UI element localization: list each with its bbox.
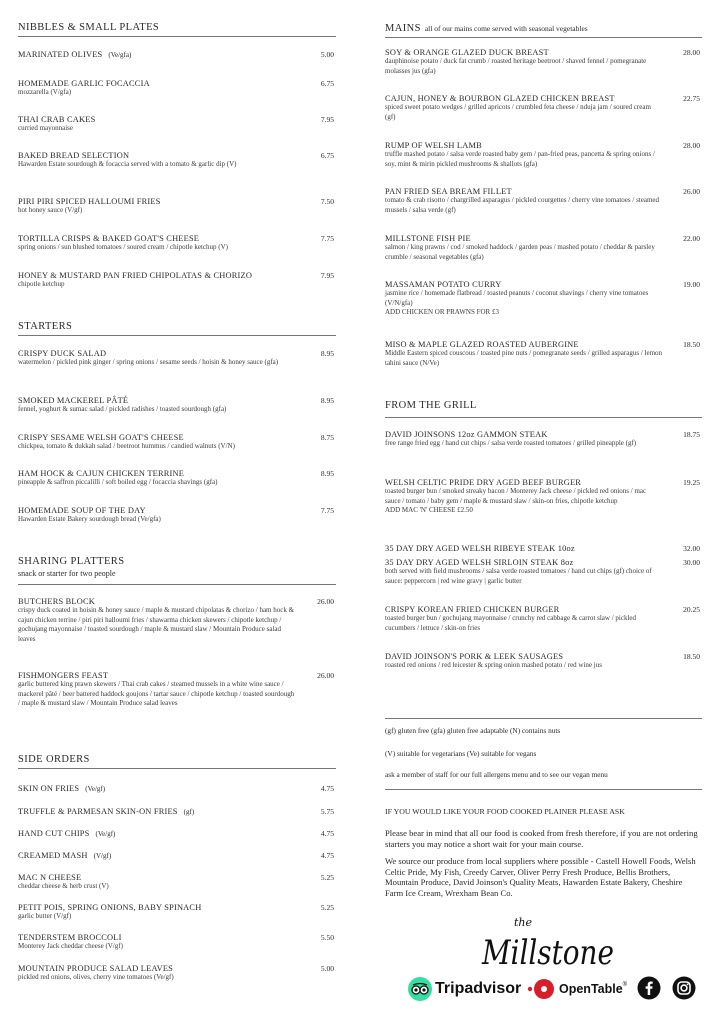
item-price: 8.95 xyxy=(320,396,334,405)
menu-item xyxy=(385,48,702,76)
item-title: HAM HOCK & CAJUN CHICKEN TERRINE xyxy=(18,469,185,478)
item-price: 26.00 xyxy=(317,671,334,680)
menu-item xyxy=(385,430,702,449)
item-title: CRISPY SESAME WELSH GOAT'S CHEESE xyxy=(18,433,184,442)
item-description: chickpea, tomato & dukkah salad / beetroot hummus / candied walnuts (V/N) xyxy=(18,442,235,450)
item-price: 19.25 xyxy=(683,478,700,487)
item-name xyxy=(18,151,336,160)
tripadvisor-icon xyxy=(408,977,432,1001)
item-title: CRISPY KOREAN FRIED CHICKEN BURGER xyxy=(385,605,560,614)
item-name xyxy=(385,652,702,661)
item-name xyxy=(385,478,702,487)
item-name xyxy=(18,671,336,680)
item-title: HONEY & MUSTARD PAN FRIED CHIPOLATAS & CHORIZO xyxy=(18,271,253,280)
menu-item xyxy=(18,396,336,415)
item-title: FISHMONGERS FEAST xyxy=(18,671,109,680)
menu-item xyxy=(18,597,336,644)
item-description: toasted burger bun / gochujang mayonnaise / crunchy red cabbage & carrot slaw / pickled cucumbers / lettuce / skin-on fries xyxy=(385,614,637,632)
item-price: 22.75 xyxy=(683,94,700,103)
item-title: PIRI PIRI SPICED HALLOUMI FRIES xyxy=(18,197,161,206)
item-diet-tag: (gf) xyxy=(183,808,195,816)
item-description: salmon / king prawns / cod / smoked haddock / garden peas / mashed potato / cheddar & parsley crumble / seasonal vegetables (gfa) xyxy=(385,243,655,261)
allergen-legend-2: (V) suitable for vegetarians (Ve) suitable for vegans xyxy=(385,749,537,758)
item-title: SMOKED MACKEREL PÂTÉ xyxy=(18,396,129,405)
menu-item xyxy=(385,544,702,553)
item-name xyxy=(18,396,336,405)
item-description: garlic buttered king prawn skewers / Thai crab cakes / steamed mussels in a white wine sauce / mackerel pâté / beer battered haddock goujons / tartar sauce / chipotle ketchup / toasted sourdough / maple & mustard slaw / Mountain Produce salad leaves xyxy=(18,680,295,708)
menu-item xyxy=(18,873,336,892)
item-description: garlic butter (V/gf) xyxy=(18,912,72,920)
menu-item xyxy=(18,50,336,59)
item-price: 4.75 xyxy=(320,851,334,860)
allergen-note: ask a member of staff for our full allergens menu and to see our vegan menu xyxy=(385,770,608,779)
item-price: 32.00 xyxy=(683,544,700,553)
item-name xyxy=(18,964,336,973)
item-title: WELSH CELTIC PRIDE DRY AGED BEEF BURGER xyxy=(385,478,582,487)
logo-graphic xyxy=(478,912,618,978)
millstone-logo xyxy=(478,912,618,978)
item-price: 18.50 xyxy=(683,340,700,349)
item-description: pickled red onions, olives, cherry vine tomatoes (Ve/gf) xyxy=(18,973,174,981)
item-title: THAI CRAB CAKES xyxy=(18,115,96,124)
sharing-section xyxy=(18,556,336,585)
item-description: Hawarden Estate Bakery sourdough bread (Ve/gfa) xyxy=(18,515,161,523)
item-diet-tag: (V/gf) xyxy=(93,852,112,860)
fresh-note: Please bear in mind that all our food is cooked from fresh therefore, if you are not ordering starters you may notice a short wait for your main course. xyxy=(385,828,698,849)
opentable-registered-mark: ® xyxy=(622,982,628,988)
item-title: CRISPY DUCK SALAD xyxy=(18,349,107,358)
item-title: DAVID JOINSON'S PORK & LEEK SAUSAGES xyxy=(385,652,564,661)
item-name xyxy=(18,784,336,793)
item-price: 7.95 xyxy=(320,115,334,124)
item-description: spring onions / sun blushed tomatoes / soured cream / chipotle ketchup (V) xyxy=(18,243,228,251)
item-title: MOUNTAIN PRODUCE SALAD LEAVES xyxy=(18,964,174,973)
item-title: HAND CUT CHIPS xyxy=(18,829,90,838)
item-price: 26.00 xyxy=(683,187,700,196)
divider xyxy=(385,789,702,790)
item-price: 5.25 xyxy=(320,903,334,912)
mains-section xyxy=(385,23,702,38)
menu-item xyxy=(385,478,702,516)
item-name xyxy=(18,597,336,606)
section-title xyxy=(385,23,702,34)
item-title: DAVID JOINSONS 12oz GAMMON STEAK xyxy=(385,430,548,439)
item-title: TRUFFLE & PARMESAN SKIN-ON FRIES xyxy=(18,807,178,816)
item-price: 28.00 xyxy=(683,48,700,57)
menu-item xyxy=(18,151,336,170)
menu-item xyxy=(385,234,702,262)
item-name xyxy=(18,271,336,280)
item-description: pineapple & saffron piccalilli / soft boiled egg / focaccia shavings (gfa) xyxy=(18,478,218,486)
item-description: toasted burger bun / smoked streaky bacon / Monterey Jack cheese / pickled red onions / mac sauce / tomato / baby gem / maple & mustard slaw / skin-on fries, chipotle ketchup xyxy=(385,487,647,505)
item-title: TORTILLA CRISPS & BAKED GOAT'S CHEESE xyxy=(18,234,200,243)
item-title: MAC N CHEESE xyxy=(18,873,82,882)
item-title: RUMP OF WELSH LAMB xyxy=(385,141,482,150)
divider xyxy=(385,718,702,719)
divider xyxy=(18,335,336,336)
item-description: tomato & crab risotto / chargrilled asparagus / pickled courgettes / cherry vine tomatoes / steamed mussels / salsa verde (gf) xyxy=(385,196,660,214)
divider xyxy=(385,417,702,418)
item-title: 35 DAY DRY AGED WELSH SIRLOIN STEAK 8oz xyxy=(385,558,574,567)
item-diet-tag: (Ve/gf) xyxy=(85,785,106,793)
item-price: 18.50 xyxy=(683,652,700,661)
allergen-legend-1: (gf) gluten free (gfa) gluten free adaptable (N) contains nuts xyxy=(385,726,561,735)
item-description: Hawarden Estate sourdough & focaccia served with a tomato & garlic dip (V) xyxy=(18,160,237,168)
opentable-icon xyxy=(527,977,557,1001)
item-name xyxy=(385,558,702,567)
opentable-link[interactable] xyxy=(527,977,627,1001)
item-description: mozzarella (V/gfa) xyxy=(18,88,72,96)
item-name xyxy=(18,807,336,816)
suppliers-note: We source our produce from local suppliers where possible - Castell Howell Foods, Welsh Celtic Pride, My Fish, Creedy Carver, Oliver Perry Fresh Produce, Bellis Brothers, Mountain Produce, David Joinson's Quality Meats, Hawarden Estate Bakery, Cheshire Farm Ice Cream, Wrexham Bean Co. xyxy=(385,856,696,898)
item-name xyxy=(18,197,336,206)
item-description: chipotle ketchup xyxy=(18,280,65,288)
item-title: HOMEMADE GARLIC FOCACCIA xyxy=(18,79,150,88)
menu-item xyxy=(385,558,702,586)
item-title: BUTCHERS BLOCK xyxy=(18,597,96,606)
instagram-link[interactable] xyxy=(672,976,696,1000)
item-title: MISO & MAPLE GLAZED ROASTED AUBERGINE xyxy=(385,340,579,349)
item-price: 5.50 xyxy=(320,933,334,942)
menu-item xyxy=(385,187,702,215)
facebook-link[interactable] xyxy=(637,976,661,1000)
item-name xyxy=(18,234,336,243)
instagram-icon xyxy=(672,976,696,1000)
item-price: 8.95 xyxy=(320,349,334,358)
logo-main-text: Millstone xyxy=(481,933,614,973)
item-price: 6.75 xyxy=(320,79,334,88)
item-name xyxy=(385,234,702,243)
item-price: 30.00 xyxy=(683,558,700,567)
item-name xyxy=(385,187,702,196)
item-title: 35 DAY DRY AGED WELSH RIBEYE STEAK 10oz xyxy=(385,544,575,553)
item-name xyxy=(385,141,702,150)
item-price: 28.00 xyxy=(683,141,700,150)
tripadvisor-link[interactable] xyxy=(408,977,521,1001)
plainer-note: IF YOU WOULD LIKE YOUR FOOD COOKED PLAINER PLEASE ASK xyxy=(385,807,625,816)
item-diet-tag: (Ve/gfa) xyxy=(108,51,132,59)
item-description: both served with field mushrooms / salsa verde roasted tomatoes / hand cut chips (gf) choice of sauce: peppercorn | red wine gravy | garlic butter xyxy=(385,567,652,585)
menu-item xyxy=(385,605,702,633)
item-description: curried mayonnaise xyxy=(18,124,74,132)
item-name xyxy=(385,48,702,57)
item-name xyxy=(385,340,702,349)
section-title: STARTERS xyxy=(18,321,73,332)
item-price: 7.50 xyxy=(320,197,334,206)
menu-item xyxy=(385,340,702,368)
item-name xyxy=(18,873,336,882)
menu-item xyxy=(18,829,336,838)
item-price: 5.00 xyxy=(320,50,334,59)
section-subtitle: snack or starter for two people xyxy=(18,569,116,578)
item-title: HOMEMADE SOUP OF THE DAY xyxy=(18,506,146,515)
menu-item xyxy=(18,433,336,452)
facebook-icon xyxy=(637,976,661,1000)
item-price: 4.75 xyxy=(320,784,334,793)
item-title: SKIN ON FRIES xyxy=(18,784,80,793)
item-price: 7.75 xyxy=(320,506,334,515)
item-name xyxy=(18,933,336,942)
mains-title: MAINS xyxy=(385,23,421,34)
item-price: 8.75 xyxy=(320,433,334,442)
item-name xyxy=(18,506,336,515)
item-title: CAJUN, HONEY & BOURBON GLAZED CHICKEN BREAST xyxy=(385,94,615,103)
item-description: crispy duck coated in hoisin & honey sauce / maple & mustard chipolatas & chorizo / ham hock & cajun chicken terrine / piri piri halloumi fries / shawarma chicken skewers / chipotle ketchup / gochujang mayonnaise / toasted sourdough / maple & mustard slaw / Mountain Produce salad leaves xyxy=(18,606,295,643)
tripadvisor-label: Tripadvisor xyxy=(435,980,522,997)
item-name xyxy=(18,79,336,88)
section-title: SIDE ORDERS xyxy=(18,754,90,765)
item-title: MILLSTONE FISH PIE xyxy=(385,234,471,243)
item-name xyxy=(385,280,702,289)
item-description: cheddar cheese & herb crust (V) xyxy=(18,882,109,890)
item-description: jasmine rice / homemade flatbread / toasted peanuts / coconut shavings / cherry vine tomatoes (V/N/gfa) xyxy=(385,289,649,307)
divider xyxy=(18,584,336,585)
item-description: fennel, yoghurt & sumac salad / pickled radishes / toasted sourdough (gfa) xyxy=(18,405,227,413)
item-price: 26.00 xyxy=(317,597,334,606)
item-title: MASSAMAN POTATO CURRY xyxy=(385,280,502,289)
item-price: 19.00 xyxy=(683,280,700,289)
menu-item xyxy=(18,784,336,793)
item-title: SOY & ORANGE GLAZED DUCK BREAST xyxy=(385,48,549,57)
menu-item xyxy=(18,349,336,368)
opentable-label: OpenTable xyxy=(559,982,623,996)
item-title: TENDERSTEM BROCCOLI xyxy=(18,933,122,942)
item-name xyxy=(18,903,336,912)
menu-item xyxy=(18,506,336,525)
item-description: free range fried egg / hand cut chips / salsa verde roasted tomatoes / grilled pineapple (gf) xyxy=(385,439,637,447)
item-price: 5.00 xyxy=(320,964,334,973)
item-price: 22.00 xyxy=(683,234,700,243)
menu-item xyxy=(385,280,702,318)
item-name xyxy=(385,605,702,614)
item-name xyxy=(385,94,702,103)
item-diet-tag: (Ve/gf) xyxy=(95,830,116,838)
item-description: truffle mashed potato / salsa verde roasted baby gem / pan-fried peas, pancetta & spring onions / soy, mint & mirin pickled mushrooms & shallots (gfa) xyxy=(385,150,655,168)
divider xyxy=(18,768,336,769)
section-title: FROM THE GRILL xyxy=(385,400,477,411)
divider xyxy=(18,36,336,37)
menu-item xyxy=(18,271,336,290)
menu-item xyxy=(18,671,336,709)
menu-item xyxy=(385,94,702,122)
item-description: dauphinoise potato / duck fat crumb / roasted heritage beetroot / shaved fennel / pomegranate molasses jus (gfa) xyxy=(385,57,647,75)
menu-item xyxy=(18,197,336,216)
item-title: PAN FRIED SEA BREAM FILLET xyxy=(385,187,512,196)
menu-item xyxy=(18,964,336,983)
menu-item xyxy=(18,851,336,860)
nibbles-section xyxy=(18,22,336,37)
item-name xyxy=(18,851,336,860)
item-name xyxy=(18,433,336,442)
item-price: 8.95 xyxy=(320,469,334,478)
menu-item xyxy=(385,141,702,169)
section-title: SHARING PLATTERS xyxy=(18,556,125,567)
item-price: 7.95 xyxy=(320,271,334,280)
item-description: hot honey sauce (V/gf) xyxy=(18,206,83,214)
item-description: Monterey Jack cheddar cheese (V/gf) xyxy=(18,942,123,950)
item-price: 20.25 xyxy=(683,605,700,614)
grill-section xyxy=(385,400,702,418)
item-description: watermelon / pickled pink ginger / spring onions / sesame seeds / hoisin & honey sauce (gfa) xyxy=(18,358,279,366)
item-description: roasted red onions / red leicester & spring onion mashed potato / red wine jus xyxy=(385,661,602,669)
item-price: 6.75 xyxy=(320,151,334,160)
starters-section xyxy=(18,321,336,336)
menu-item xyxy=(18,807,336,816)
mains-subtitle: all of our mains come served with seasonal vegetables xyxy=(424,24,588,33)
menu-item xyxy=(18,469,336,488)
menu-item xyxy=(18,933,336,952)
item-extra: ADD CHICKEN OR PRAWNS FOR £3 xyxy=(385,308,499,317)
divider xyxy=(385,37,702,38)
item-description: Middle Eastern spiced couscous / toasted pine nuts / pomegranate seeds / grilled asparagus / lemon tahini sauce (N/Ve) xyxy=(385,349,663,367)
item-price: 5.75 xyxy=(320,807,334,816)
item-title: BAKED BREAD SELECTION xyxy=(18,151,130,160)
item-price: 5.25 xyxy=(320,873,334,882)
item-description: spiced sweet potato wedges / grilled apricots / crumbled feta cheese / nduja jam / soured cream (gf) xyxy=(385,103,651,121)
menu-item xyxy=(18,234,336,253)
item-price: 7.75 xyxy=(320,234,334,243)
item-name xyxy=(385,544,702,553)
item-name xyxy=(385,430,702,439)
item-name xyxy=(18,349,336,358)
menu-item xyxy=(18,903,336,922)
menu-item xyxy=(385,652,702,671)
section-title: NIBBLES & SMALL PLATES xyxy=(18,22,160,33)
item-price: 4.75 xyxy=(320,829,334,838)
menu-item xyxy=(18,79,336,98)
item-extra: ADD MAC 'N' CHEESE £2.50 xyxy=(385,506,473,515)
item-name xyxy=(18,829,336,838)
logo-small-text: the xyxy=(514,916,533,929)
sides-section xyxy=(18,754,336,769)
item-title: CREAMED MASH xyxy=(18,851,88,860)
item-price: 18.75 xyxy=(683,430,700,439)
item-title: MARINATED OLIVES xyxy=(18,50,103,59)
social-footer xyxy=(405,976,705,1002)
item-title: PETIT POIS, SPRING ONIONS, BABY SPINACH xyxy=(18,903,202,912)
menu-item xyxy=(18,115,336,134)
item-name xyxy=(18,469,336,478)
item-name xyxy=(18,50,336,59)
item-name xyxy=(18,115,336,124)
